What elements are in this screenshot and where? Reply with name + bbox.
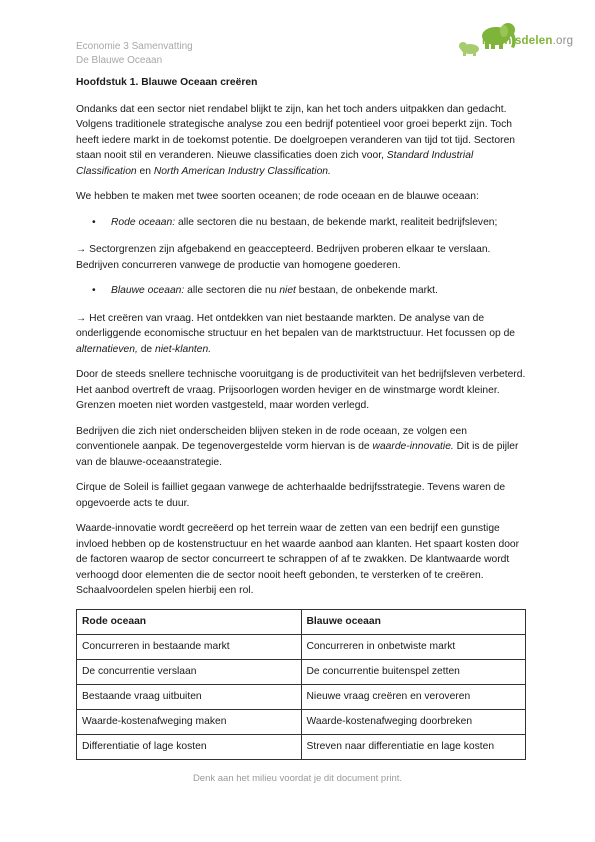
table-header-blue: Blauwe oceaan bbox=[301, 609, 526, 634]
blue-arrow-alternatieven: alternatieven, bbox=[76, 343, 138, 355]
table-cell: Waarde-kostenafweging maken bbox=[77, 709, 302, 734]
blue-arrow-text: → Het creëren van vraag. Het ontdekken van niet bestaande markten. De analyse van de onderliggende economische structuur en het bepalen van de marktstructuur. Het focussen op de bbox=[76, 312, 516, 339]
table-cell: De concurrentie buitenspel zetten bbox=[301, 659, 526, 684]
page-footer: Denk aan het milieu voordat je dit document print. bbox=[192, 773, 403, 784]
bullet-red-ocean bbox=[92, 215, 526, 231]
paragraph-value-innovation: Waarde-innovatie wordt gecreëerd op het terrein waar de zetten van een bedrijf een gunstige invloed hebben op de kostenstructuur en het waarde aanbod aan klanten. Het spaart kosten door de factoren waarop de sector concurreert te schrappen of af te zwakken. De klantwaarde wordt verhoogd door elementen die de sector nooit heeft gebonden, te versterken of te creëren. Schaalvoordelen spelen hierbij een rol. bbox=[76, 523, 520, 596]
paragraph-tech: Door de steeds snellere technische vooruitgang is de productiviteit van het bedrijfsleven verbeterd. Het aanbod overtreft de vraag. Prijsoorlogen worden heviger en de winstmarge wordt kleiner. Grenzen moeten niet worden vastgesteld, maar worden verlegd. bbox=[76, 369, 526, 411]
paragraph-differentiation bbox=[76, 424, 526, 471]
blue-ocean-definition-b: bestaan, de onbekende markt. bbox=[295, 285, 438, 296]
paragraph-intro bbox=[76, 102, 526, 180]
header-course: Economie 3 Samenvatting bbox=[76, 41, 193, 52]
blue-ocean-term: Blauwe oceaan: bbox=[111, 285, 185, 296]
table-header-red: Rode oceaan bbox=[77, 609, 302, 634]
table-cell: Nieuwe vraag creëren en veroveren bbox=[301, 684, 526, 709]
bullet-blue-ocean bbox=[92, 283, 526, 299]
header-topic: De Blauwe Oceaan bbox=[76, 55, 163, 66]
bullet-blue-text bbox=[111, 283, 438, 299]
bullet-red-text bbox=[111, 215, 497, 231]
table-cell: Bestaande vraag uitbuiten bbox=[77, 684, 302, 709]
table-cell: Waarde-kostenafweging doorbreken bbox=[301, 709, 526, 734]
chapter-title: Hoofdstuk 1. Blauwe Oceaan creëren bbox=[76, 77, 258, 88]
table-header-row bbox=[77, 609, 526, 634]
blue-arrow-niet-klanten: niet-klanten. bbox=[155, 343, 212, 355]
table-row bbox=[77, 709, 526, 734]
ocean-comparison-table bbox=[76, 609, 526, 760]
logo-wordmark[interactable] bbox=[482, 35, 573, 47]
paragraph-blue-arrow bbox=[76, 311, 526, 358]
table-cell: Concurreren in onbetwiste markt bbox=[301, 634, 526, 659]
logo-domain: .org bbox=[552, 35, 574, 47]
document-header bbox=[76, 40, 193, 68]
table-cell: De concurrentie verslaan bbox=[77, 659, 302, 684]
logo-name: Kennisdelen bbox=[482, 35, 553, 47]
intro-and: en bbox=[136, 165, 154, 177]
table-cell: Streven naar differentiatie en lage kosten bbox=[301, 734, 526, 759]
paragraph-red-arrow: → Sectorgrenzen zijn afgebakend en geaccepteerd. Bedrijven proberen elkaar te verslaan. Bedrijven concurreren vanwege de productie van homogene goederen. bbox=[76, 244, 491, 271]
intro-text: Ondanks dat een sector niet rendabel blijkt te zijn, kan het toch anders uitpakken dan gedacht. Volgens traditionele strategische analyse zou een bedrijf potentieel voor groei beperkt zijn. Toch heeft iedere markt in de toekomst potentie. De doelgroepen veranderen van tijd tot tijd. Sectoren staan nooit stil en veranderen. Nieuwe classificaties doen zich voor, bbox=[76, 103, 516, 161]
differ-text-b: Dit is de pijler van de blauwe-oceaanstrategie. bbox=[76, 441, 519, 468]
intro-sic: Standard Industrial Classification bbox=[76, 150, 474, 177]
bullet-icon: • bbox=[92, 216, 96, 228]
table-row bbox=[77, 684, 526, 709]
red-ocean-term: Rode oceaan: bbox=[111, 216, 176, 228]
blue-ocean-niet: niet bbox=[279, 285, 296, 296]
table-row bbox=[77, 634, 526, 659]
table-cell: Differentiatie of lage kosten bbox=[77, 734, 302, 759]
table-row bbox=[77, 734, 526, 759]
red-ocean-definition: alle sectoren die nu bestaan, de bekende markt, realiteit bedrijfsleven; bbox=[175, 216, 498, 228]
differ-waarde-innovatie: waarde-innovatie. bbox=[372, 441, 454, 452]
blue-arrow-de: de bbox=[137, 343, 156, 355]
table-row bbox=[77, 659, 526, 684]
document-body bbox=[76, 75, 526, 760]
kennisdelen-logo bbox=[458, 16, 578, 60]
table-cell: Concurreren in bestaande markt bbox=[77, 634, 302, 659]
intro-naic: North American Industry Classification. bbox=[153, 165, 331, 177]
bullet-icon: • bbox=[92, 285, 96, 296]
paragraph-two-oceans: We hebben te maken met twee soorten oceanen; de rode oceaan en de blauwe oceaan: bbox=[76, 191, 479, 202]
blue-ocean-definition-a: alle sectoren die nu bbox=[184, 285, 280, 296]
differ-text-a: Bedrijven die zich niet onderscheiden blijven steken in de rode oceaan, ze volgen een conventionele aanpak. De tegenovergestelde vorm hiervan is de bbox=[76, 425, 467, 452]
paragraph-cirque: Cirque de Soleil is failliet gegaan vanwege de achterhaalde bedrijfsstrategie. Tevens waren de opgevoerde acts te duur. bbox=[76, 482, 506, 509]
